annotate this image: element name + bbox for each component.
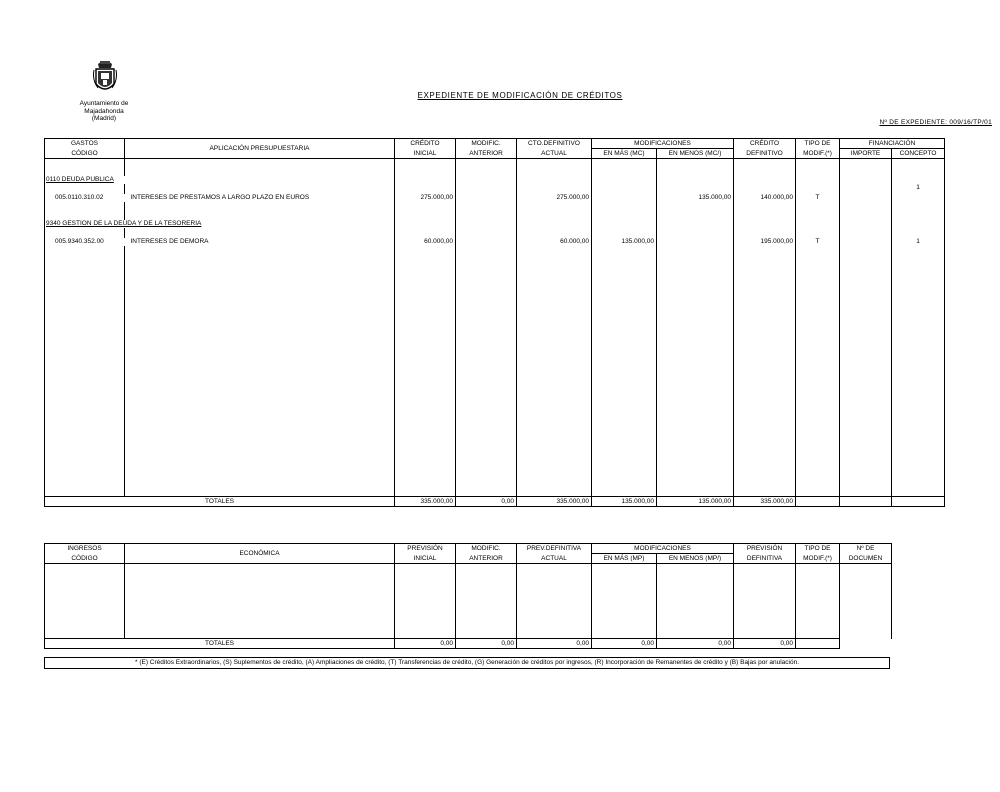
row1-tipo: T: [796, 194, 840, 202]
ing-tot-menos: 0,00: [657, 639, 734, 649]
ing-hdr-documen-2: DOCUMEN: [840, 554, 892, 564]
row2-inicial: 60.000,00: [395, 238, 456, 246]
row1-codigo: 005.0110.310.02: [45, 194, 125, 202]
ing-hdr-modif: MODIF.(*): [796, 554, 840, 564]
row1-menos: 135.000,00: [657, 194, 734, 202]
document-title-text: EXPEDIENTE DE MODIFICACIÓN DE CRÉDITOS: [417, 91, 623, 100]
hdr-aplicacion: APLICACIÓN PRESUPUESTARIA: [125, 139, 395, 159]
table-row: [45, 194, 945, 202]
ing-hdr-prev-definitiva: PREV.DEFINITIVA: [517, 544, 592, 554]
ing-tot-mas: 0,00: [592, 639, 657, 649]
footnote: * (E) Créditos Extraordinarios, (S) Suplementos de crédito, (A) Ampliaciones de crédito, (T) Transferencias de crédito, (G) Generación de créditos por ingresos, (R) Incorporación de Remanentes de crédito y (B) Bajas por anulación.: [44, 657, 890, 669]
ing-hdr-ingresos: INGRESOS: [45, 544, 125, 554]
ayuntamiento-line2: Majadahonda: [84, 107, 124, 115]
hdr-modificaciones: MODIFICACIONES: [592, 139, 734, 149]
hdr-modif: MODIF.(*): [796, 149, 840, 159]
row1-actual: 275.000,00: [517, 194, 592, 202]
ingresos-totales-label: TOTALES: [45, 639, 395, 649]
ing-tot-actual: 0,00: [517, 639, 592, 649]
hdr-tipo: TIPO DE: [796, 139, 840, 149]
gastos-totales-label: TOTALES: [45, 497, 395, 507]
hdr-anterior: ANTERIOR: [456, 149, 517, 159]
hdr-cto-definitivo: CTO.DEFINITIVO: [517, 139, 592, 149]
ing-tot-definitiva: 0,00: [734, 639, 796, 649]
hdr-definitivo: DEFINITIVO: [734, 149, 796, 159]
ing-hdr-inicial: INICIAL: [395, 554, 456, 564]
hdr-credito: CRÉDITO: [395, 139, 456, 149]
row2-codigo: 005.9340.352.00: [45, 238, 125, 246]
ing-hdr-en-menos: EN MENOS (MP/): [657, 554, 734, 564]
hdr-inicial: INICIAL: [395, 149, 456, 159]
gastos-tot-actual: 335.000,00: [517, 497, 592, 507]
hdr-actual: ACTUAL: [517, 149, 592, 159]
ing-hdr-prevision-def: PREVISIÓN: [734, 544, 796, 554]
ing-tot-anterior: 0,00: [456, 639, 517, 649]
hdr-concepto: CONCEPTO: [892, 149, 945, 159]
table-row: [45, 238, 945, 246]
ing-hdr-en-mas: EN MÁS (MP): [592, 554, 657, 564]
ing-tot-inicial: 0,00: [395, 639, 456, 649]
ing-hdr-definitiva: DEFINITIVA: [734, 554, 796, 564]
ing-hdr-modificaciones: MODIFICACIONES: [592, 544, 734, 554]
ing-hdr-anterior: ANTERIOR: [456, 554, 517, 564]
document-title: [300, 91, 740, 100]
ayuntamiento-line3: (Madrid): [91, 115, 117, 122]
hdr-en-mas: EN MÁS (MC): [592, 149, 657, 159]
hdr-gastos: GASTOS: [45, 139, 125, 149]
ing-hdr-codigo: CÓDIGO: [45, 554, 125, 564]
row1-definitivo: 140.000,00: [734, 194, 796, 202]
coat-of-arms-logo: [92, 58, 118, 98]
expediente-number: Nº DE EXPEDIENTE: 009/16/TP/01: [879, 119, 992, 126]
row2-desc: INTERESES DE DEMORA: [125, 238, 395, 246]
row2-mas: 135.000,00: [592, 238, 657, 246]
row1-desc: INTERESES DE PRÉSTAMOS A LARGO PLAZO EN EUROS: [125, 194, 395, 202]
ing-hdr-economica: ECONÓMICA: [125, 544, 395, 564]
gastos-table: [44, 138, 945, 507]
row2-solicitud: 1: [892, 238, 945, 246]
row2-tipo: T: [796, 238, 840, 246]
gastos-tot-definitivo: 335.000,00: [734, 497, 796, 507]
ingresos-totales-row: [45, 639, 892, 649]
ingresos-table: [44, 543, 892, 649]
gastos-tot-inicial: 335.000,00: [395, 497, 456, 507]
section-row: [45, 220, 945, 228]
row2-actual: 60.000,00: [517, 238, 592, 246]
section-row: [45, 176, 945, 184]
gastos-totales-row: [45, 497, 945, 507]
hdr-credito-def: CRÉDITO: [734, 139, 796, 149]
ayuntamiento-label: [64, 100, 144, 123]
section-gestion-deuda: 9340 GESTIÓN DE LA DEUDA Y DE LA TESORERÍA: [46, 220, 202, 227]
row2-definitivo: 195.000,00: [734, 238, 796, 246]
ayuntamiento-line1: Ayuntamiento de: [79, 100, 129, 107]
hdr-codigo: CÓDIGO: [45, 149, 125, 159]
ing-hdr-documen: Nº DE: [840, 544, 892, 554]
ing-hdr-prevision: PREVISIÓN: [395, 544, 456, 554]
ing-hdr-actual: ACTUAL: [517, 554, 592, 564]
section-deuda-publica: 0110 DEUDA PÚBLICA: [46, 176, 114, 183]
row1-solicitud: 1: [892, 184, 945, 202]
gastos-tot-anterior: 0,00: [456, 497, 517, 507]
hdr-financiacion: FINANCIACIÓN: [840, 139, 945, 149]
gastos-tot-mas: 135.000,00: [592, 497, 657, 507]
gastos-tot-menos: 135.000,00: [657, 497, 734, 507]
hdr-en-menos: EN MENOS (MC/): [657, 149, 734, 159]
ing-hdr-modific: MODIFIC.: [456, 544, 517, 554]
hdr-importe: IMPORTE: [840, 149, 892, 159]
row1-inicial: 275.000,00: [395, 194, 456, 202]
hdr-modific: MODIFIC.: [456, 139, 517, 149]
ing-hdr-tipo: TIPO DE: [796, 544, 840, 554]
